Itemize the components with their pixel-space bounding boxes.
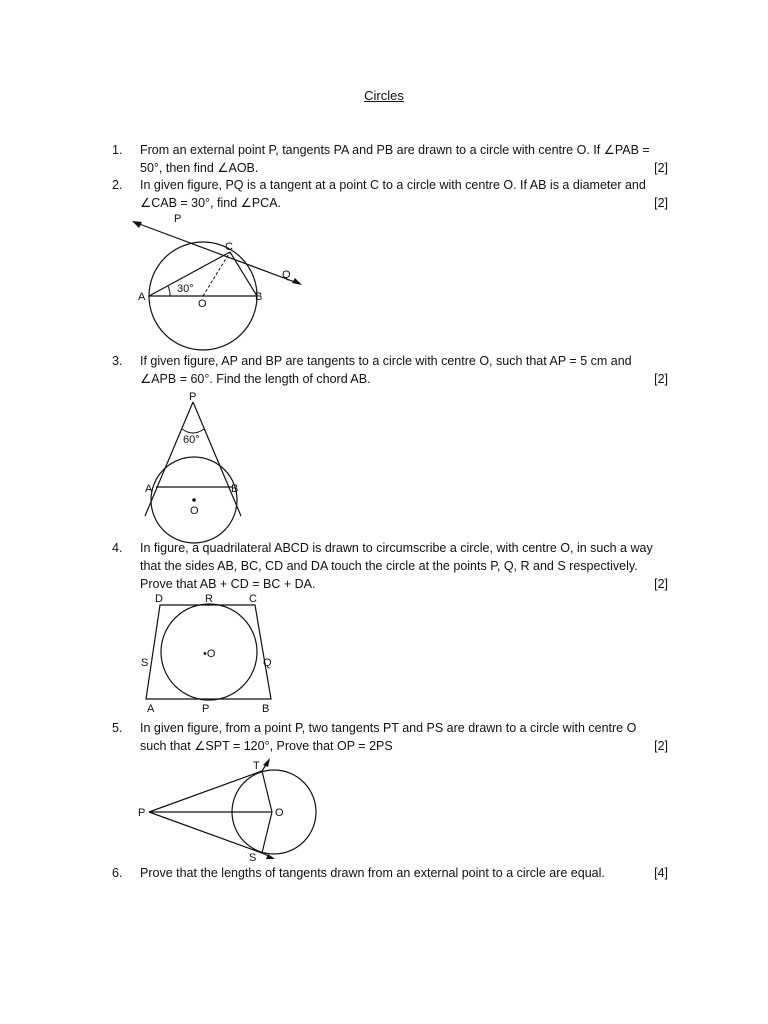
- question-5: [112, 719, 668, 755]
- label-point-o: O: [275, 807, 284, 819]
- question-number: 4.: [112, 541, 123, 555]
- label-point-s: S: [141, 657, 149, 669]
- label-point-q: Q: [263, 657, 272, 669]
- question-3: [112, 352, 668, 388]
- label-point-p: P: [189, 391, 197, 403]
- label-point-t: T: [253, 760, 260, 772]
- label-point-d: D: [155, 593, 163, 605]
- label-point-o: O: [190, 505, 199, 517]
- page-title: Circles: [364, 88, 404, 103]
- question-marks: [4]: [654, 866, 668, 880]
- label-angle: 30°: [177, 283, 194, 295]
- question-text: that the sides AB, BC, CD and DA touch the circle at the points P, Q, R and S respectively.: [140, 559, 638, 573]
- label-point-s: S: [249, 852, 257, 864]
- label-point-p: P: [174, 213, 182, 225]
- label-angle: 60°: [183, 434, 200, 446]
- question-marks: [2]: [654, 577, 668, 591]
- label-point-a: A: [138, 291, 146, 303]
- figure-quadrilateral-incircle: [135, 590, 295, 715]
- label-point-c: C: [249, 593, 257, 605]
- question-text: ∠CAB = 30°, find ∠PCA.: [140, 196, 282, 210]
- question-text: In figure, a quadrilateral ABCD is drawn to circumscribe a circle, with centre O, in such a way: [140, 541, 653, 555]
- question-text: Prove that AB + CD = BC + DA.: [140, 577, 316, 591]
- question-text: such that ∠SPT = 120°, Prove that OP = 2PS: [140, 739, 393, 753]
- label-point-o: O: [198, 298, 207, 310]
- question-number: 6.: [112, 866, 123, 880]
- label-point-p: P: [138, 807, 146, 819]
- question-text: Prove that the lengths of tangents drawn from an external point to a circle are equal.: [140, 866, 605, 880]
- label-point-r: R: [205, 593, 213, 605]
- question-1: [112, 141, 668, 177]
- question-6: [112, 864, 668, 882]
- question-marks: [2]: [654, 739, 668, 753]
- question-marks: [2]: [654, 372, 668, 386]
- question-text: ∠APB = 60°. Find the length of chord AB.: [140, 372, 371, 386]
- question-marks: [2]: [654, 161, 668, 175]
- label-point-p: P: [202, 703, 210, 715]
- question-2: [112, 176, 668, 212]
- question-text: If given figure, AP and BP are tangents to a circle with centre O, such that AP = 5 cm and: [140, 354, 632, 368]
- label-point-b: B: [262, 703, 270, 715]
- question-text: From an external point P, tangents PA and PB are drawn to a circle with centre O. If ∠PAB =: [140, 143, 650, 157]
- question-text: 50°, then find ∠AOB.: [140, 161, 259, 175]
- label-point-q: Q: [282, 269, 291, 281]
- label-point-a: A: [145, 483, 153, 495]
- figure-two-tangents: [135, 388, 255, 548]
- question-marks: [2]: [654, 196, 668, 210]
- figure-tangents-pt-ps: [135, 755, 335, 865]
- question-number: 5.: [112, 721, 123, 735]
- label-point-o: •O: [203, 648, 216, 660]
- label-point-b: B: [255, 291, 263, 303]
- figure-tangent-diameter: [120, 212, 320, 352]
- question-number: 1.: [112, 143, 123, 157]
- question-text: In given figure, from a point P, two tangents PT and PS are drawn to a circle with centre O: [140, 721, 637, 735]
- label-point-c: C: [225, 241, 233, 253]
- question-number: 2.: [112, 178, 123, 192]
- label-point-b: B: [231, 483, 239, 495]
- question-number: 3.: [112, 354, 123, 368]
- question-4: [112, 539, 668, 593]
- label-point-a: A: [147, 703, 155, 715]
- question-text: In given figure, PQ is a tangent at a point C to a circle with centre O. If AB is a diameter and: [140, 178, 646, 192]
